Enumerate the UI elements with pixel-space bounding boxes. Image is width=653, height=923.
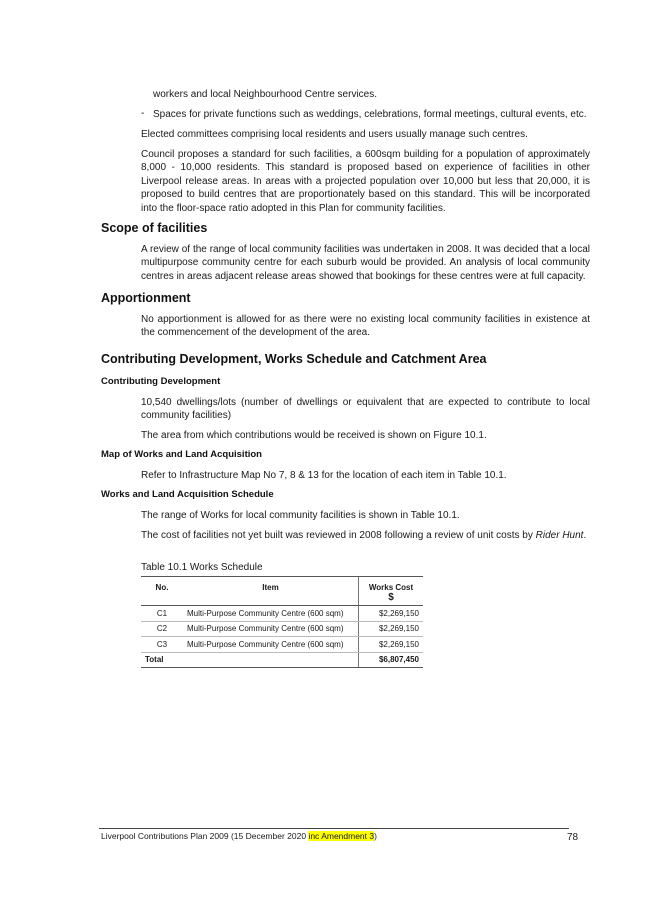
row-cost: $2,269,150	[359, 621, 424, 637]
works-cost-unit: $	[388, 592, 394, 603]
total-spacer	[183, 652, 359, 668]
works-schedule-table	[141, 576, 423, 668]
table-row	[141, 637, 423, 653]
scope-heading: Scope of facilities	[101, 221, 208, 235]
cost-review-end: .	[583, 530, 587, 541]
scope-paragraph: A review of the range of local community facilities was undertaken in 2008. It was decided that a local multipurpose community centre for each suburb would be provided. An analysis of local community centres in areas adjacent release areas showed that bookings for these centres were at full capacity.	[141, 244, 590, 282]
column-header-no: No.	[141, 577, 183, 606]
map-works-paragraph: Refer to Infrastructure Map No 7, 8 & 13 for the location of each item in Table 10.1.	[141, 470, 507, 481]
apportionment-paragraph: No apportionment is allowed for as there were no existing local community facilities in existence at the commencement of the development of the area.	[141, 314, 590, 339]
works-range-paragraph: The range of Works for local community facilities is shown in Table 10.1.	[141, 510, 460, 521]
works-schedule-heading: Works and Land Acquisition Schedule	[101, 489, 274, 500]
total-value: $6,807,450	[359, 652, 424, 668]
row-cost: $2,269,150	[359, 606, 424, 622]
dwellings-paragraph: 10,540 dwellings/lots (number of dwellings or equivalent that are expected to contribute to local community facilities)	[141, 397, 590, 422]
bullet-private-functions: Spaces for private functions such as weddings, celebrations, formal meetings, cultural events, etc.	[153, 109, 587, 120]
footer-amendment-highlight: inc Amendment 3	[308, 831, 375, 841]
footer-text	[101, 831, 377, 841]
row-item: Multi-Purpose Community Centre (600 sqm)	[183, 637, 359, 653]
footer-title: Liverpool Contributions Plan 2009 (15 December 2020	[101, 831, 309, 841]
bullet-dash: -	[141, 108, 145, 119]
table-row	[141, 606, 423, 622]
footer-divider	[99, 828, 569, 829]
map-works-heading: Map of Works and Land Acquisition	[101, 449, 262, 460]
row-no: C1	[141, 606, 183, 622]
table-caption: Table 10.1 Works Schedule	[141, 562, 263, 573]
footer-close: )	[374, 831, 377, 841]
cost-review-text: The cost of facilities not yet built was reviewed in 2008 following a review of unit costs by	[141, 530, 536, 541]
page-number: 78	[567, 832, 579, 843]
cost-review-paragraph	[141, 529, 590, 542]
row-item: Multi-Purpose Community Centre (600 sqm)	[183, 606, 359, 622]
table-row	[141, 621, 423, 637]
table-total-row	[141, 652, 423, 668]
row-no: C3	[141, 637, 183, 653]
council-proposes-paragraph: Council proposes a standard for such facilities, a 600sqm building for a population of approximately 8,000 - 10,000 residents. This standard is proposed based on experience of facilities in other Liverpool release areas. In areas with a projected population over 10,000 but less that 20,000, it is proposed to build centres that are proportionately based on this standard. This will be incorporated into the floor-space ratio adopted in this Plan for community facilities.	[141, 149, 590, 214]
column-header-item: Item	[183, 577, 359, 606]
apportionment-heading: Apportionment	[101, 291, 191, 305]
row-no: C2	[141, 621, 183, 637]
total-label: Total	[141, 652, 183, 668]
table-header-row	[141, 577, 423, 606]
contributing-development-heading: Contributing Development, Works Schedule and Catchment Area	[101, 352, 487, 366]
row-item: Multi-Purpose Community Centre (600 sqm)	[183, 621, 359, 637]
cost-source: Rider Hunt	[535, 530, 584, 541]
row-cost: $2,269,150	[359, 637, 424, 653]
works-cost-label: Works Cost	[368, 583, 414, 592]
contributing-development-subheading: Contributing Development	[101, 376, 221, 387]
column-header-works-cost	[359, 577, 424, 606]
intro-continued: workers and local Neighbourhood Centre services.	[153, 89, 378, 100]
elected-committees-paragraph: Elected committees comprising local residents and users usually manage such centres.	[141, 129, 528, 140]
catchment-area-paragraph: The area from which contributions would be received is shown on Figure 10.1.	[141, 430, 487, 441]
